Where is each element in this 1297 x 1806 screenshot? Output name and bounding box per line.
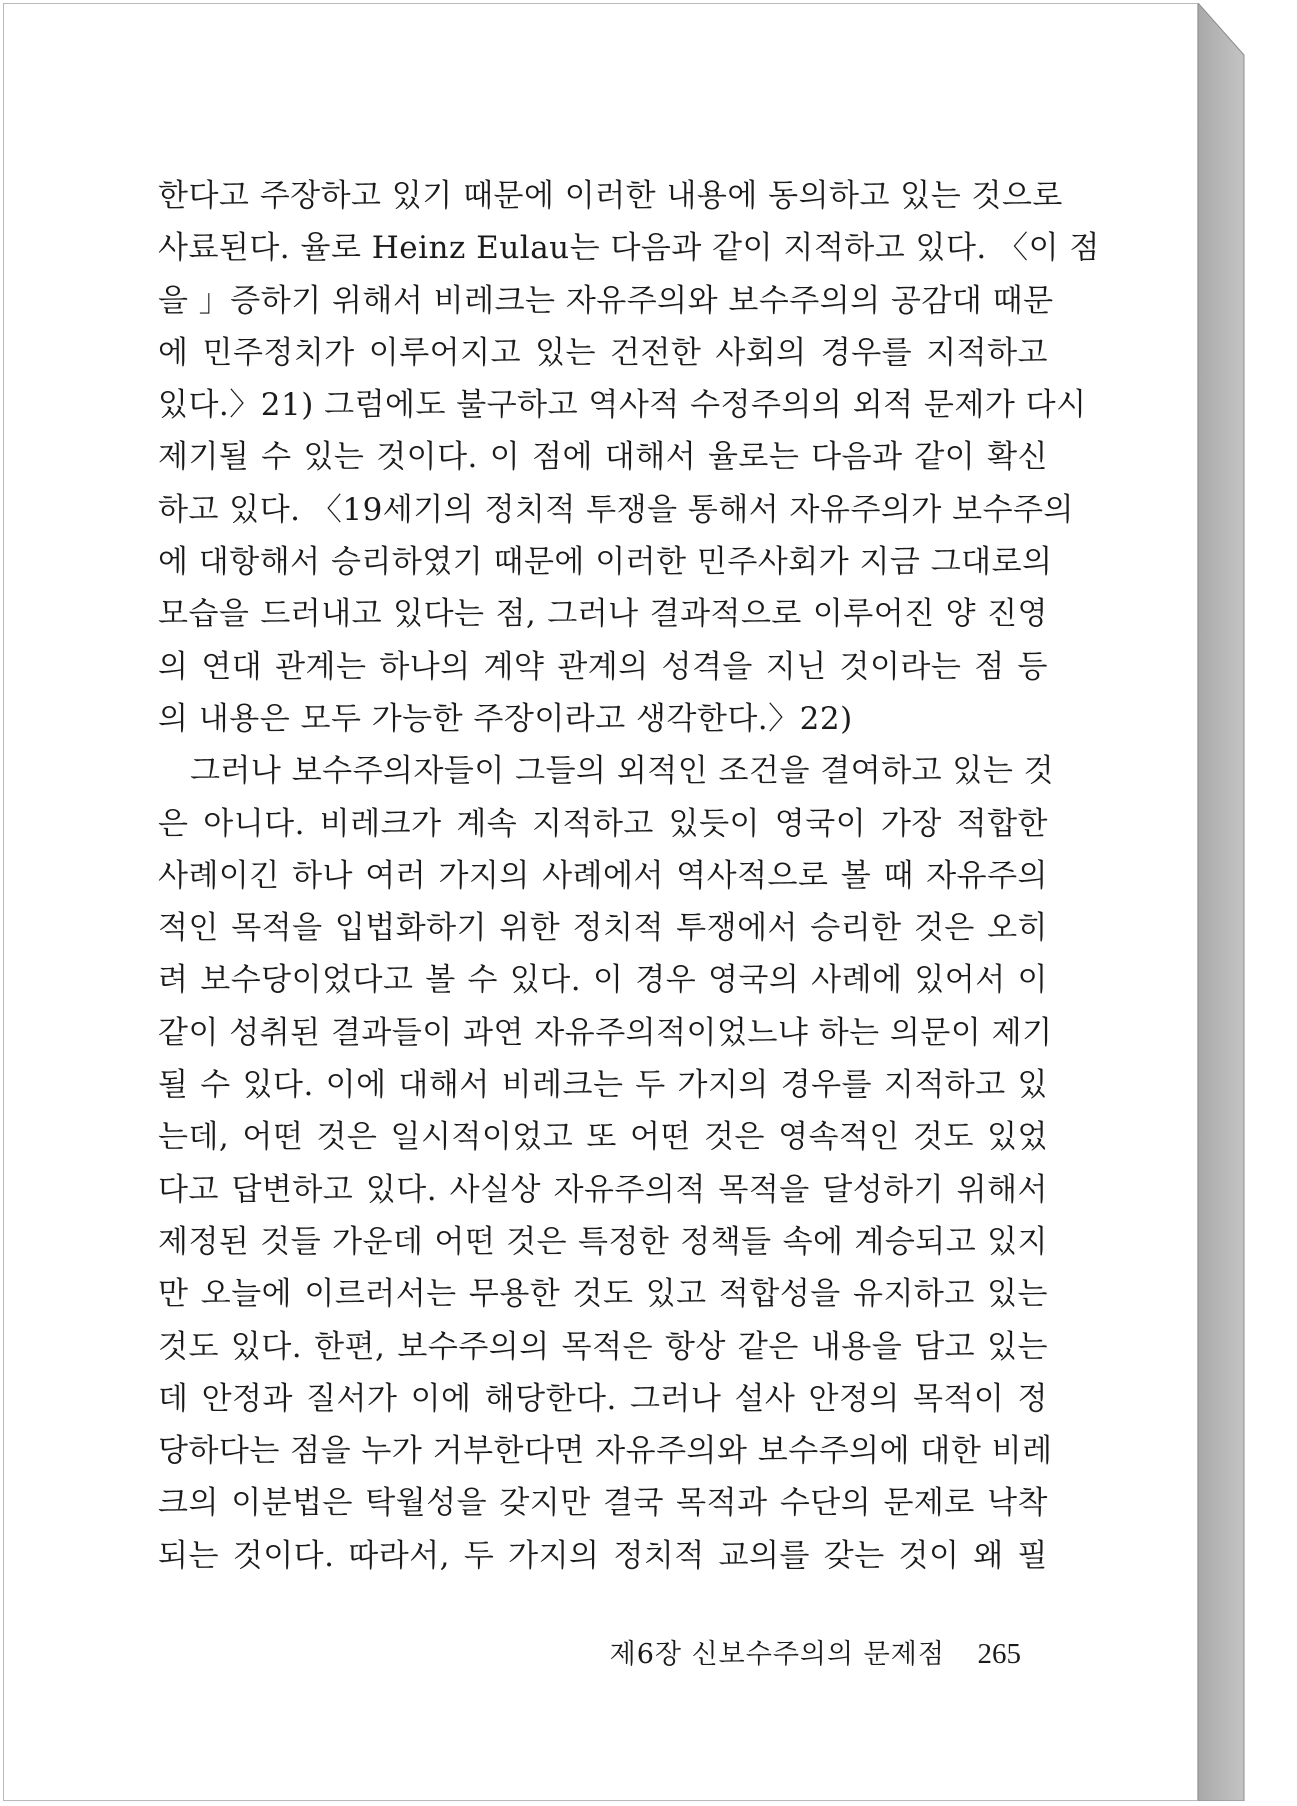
text-line: 사례이긴 하나 여러 가지의 사례에서 역사적으로 볼 때 자유주의 [158, 857, 1048, 894]
body-text [158, 170, 1100, 1582]
page-edge-shadow [1198, 3, 1246, 1801]
text-line: 만 오늘에 이르러서는 무용한 것도 있고 적합성을 유지하고 있는 [158, 1276, 1048, 1313]
page-number: 265 [977, 1638, 1021, 1670]
text-line: 은 아니다. 비레크가 계속 지적하고 있듯이 영국이 가장 적합한 [158, 805, 1048, 842]
text-line: 의 연대 관계는 하나의 계약 관계의 성격을 지닌 것이라는 점 등 [158, 648, 1048, 685]
text-line: 모습을 드러내고 있다는 점, 그러나 결과적으로 이루어진 양 진영 [158, 596, 1048, 633]
text-line: 에 민주정치가 이루어지고 있는 건전한 사회의 경우를 지적하고 [158, 334, 1048, 371]
text-line: 데 안정과 질서가 이에 해당한다. 그러나 설사 안정의 목적이 정 [158, 1380, 1048, 1417]
text-line: 의 내용은 모두 가능한 주장이라고 생각한다.〉22) [158, 700, 853, 737]
text-line: 제정된 것들 가운데 어떤 것은 특정한 정책들 속에 계승되고 있지 [158, 1223, 1048, 1260]
text-line: 에 대항해서 승리하였기 때문에 이러한 민주사회가 지금 그대로의 [158, 544, 1053, 581]
text-line: 제기될 수 있는 것이다. 이 점에 대해서 율로는 다음과 같이 확신 [158, 439, 1048, 476]
text-line: 적인 목적을 입법화하기 위한 정치적 투쟁에서 승리한 것은 오히 [158, 910, 1048, 947]
text-line: 려 보수당이었다고 볼 수 있다. 이 경우 영국의 사례에 있어서 이 [158, 962, 1048, 999]
text-line: 있다.〉21) 그럼에도 불구하고 역사적 수정주의의 외적 문제가 다시 [158, 387, 1087, 424]
text-line: 을 」증하기 위해서 비레크는 자유주의와 보수주의의 공감대 때문 [158, 282, 1054, 319]
text-line: 되는 것이다. 따라서, 두 가지의 정치적 교의를 갖는 것이 왜 필 [158, 1537, 1048, 1574]
chapter-title: 제6장 신보수주의의 문제점 [609, 1639, 945, 1670]
text-line: 사료된다. 율로 Heinz Eulau는 다음과 같이 지적하고 있다. 〈이 점 [158, 230, 1100, 267]
text-line: 한다고 주장하고 있기 때문에 이러한 내용에 동의하고 있는 것으로 [158, 178, 1063, 214]
paragraph-2 [158, 745, 1055, 1582]
text-line: 것도 있다. 한편, 보수주의의 목적은 항상 같은 내용을 담고 있는 [158, 1328, 1048, 1365]
text-line: 하고 있다. 〈19세기의 정치적 투쟁을 통해서 자유주의가 보수주의 [158, 491, 1074, 528]
text-line: 다고 답변하고 있다. 사실상 자유주의적 목적을 달성하기 위해서 [158, 1171, 1048, 1208]
text-line: 크의 이분법은 탁월성을 갖지만 결국 목적과 수단의 문제로 낙착 [158, 1485, 1048, 1522]
text-line: 는데, 어떤 것은 일시적이었고 또 어떤 것은 영속적인 것도 있었 [158, 1119, 1048, 1156]
text-line: 될 수 있다. 이에 대해서 비레크는 두 가지의 경우를 지적하고 있 [158, 1067, 1048, 1104]
running-footer [610, 1632, 1021, 1671]
paragraph-1 [158, 170, 1100, 745]
text-line: 같이 성취된 결과들이 과연 자유주의적이었느냐 하는 의문이 제기 [158, 1014, 1053, 1051]
text-line: 당하다는 점을 누가 거부한다면 자유주의와 보수주의에 대한 비레 [158, 1433, 1053, 1470]
text-line: 그러나 보수주의자들이 그들의 외적인 조건을 결여하고 있는 것 [190, 753, 1055, 790]
